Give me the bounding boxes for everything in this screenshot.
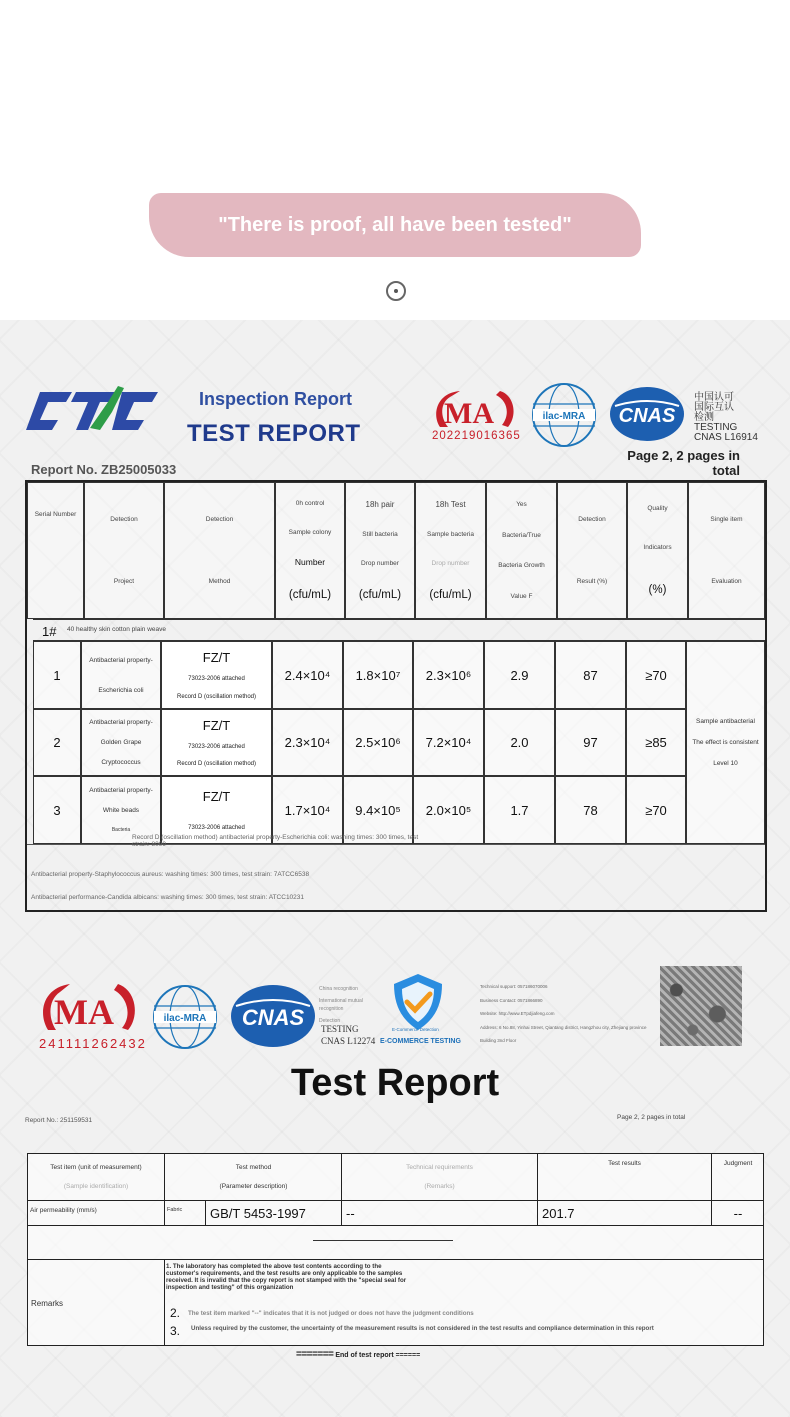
svg-text:MA: MA <box>444 397 494 430</box>
end-of-report: ======= End of test report ====== <box>296 1349 421 1360</box>
header-quality-indicators: Quality Indicators (%) <box>627 482 688 619</box>
row-1-0h-colony: 2.4×10⁴ <box>272 641 343 709</box>
svg-text:MA: MA <box>54 992 114 1032</box>
page-info-2: Page 2, 2 pages in total <box>617 1114 686 1121</box>
ilac-text-2: ilac-MRA <box>163 1013 207 1024</box>
inspection-report-title: Inspection Report <box>199 389 353 409</box>
cnas-text: CNAS <box>618 405 676 427</box>
cma-number: 202219016365 <box>432 430 521 442</box>
note-2: Antibacterial property-Staphylococcus aureus: washing times: 300 times, test strain: 7ATCC6538 <box>31 871 310 878</box>
row-method: GB/T 5453-1997 <box>205 1200 342 1225</box>
row-2-growth-value: 2.0 <box>484 709 555 776</box>
row-3-0h-colony: 1.7×10⁴ <box>272 776 343 844</box>
header-test-results: Test results <box>537 1153 711 1200</box>
header-detection-method: Detection Method <box>164 482 275 619</box>
row-1-result: 87 <box>555 641 626 709</box>
row-3-project: Antibacterial property- White beads Bacteria <box>81 776 161 844</box>
evaluation-cell: Sample antibacterial The effect is consistent Level 10 <box>686 641 765 844</box>
ctc-logo <box>26 382 176 440</box>
contact-info: Technical support: 057186070006 Business Contact: 0571866890 Website: http://www.ETpdjiafeng.com Address: 6 No.88, Yinhai Street, Qiantang district, Hangzhou city, Zhejiang province Building 3nd Floor <box>480 984 647 1043</box>
row-1-18h-control: 1.8×10⁷ <box>343 641 413 709</box>
cnas-logo-2 <box>230 984 316 1048</box>
cma-seal-logo-2 <box>36 980 140 1040</box>
row-sample: Fabric <box>164 1200 205 1225</box>
row-2-method: FZ/T 73023-2006 attached Record D (oscillation method) <box>161 709 272 776</box>
ecommerce-shield-icon <box>388 972 448 1034</box>
row-1-indicator: ≥70 <box>626 641 686 709</box>
test-report-heading: Test Report <box>290 1062 500 1104</box>
ecommerce-detection-text: E-Commerce Detection <box>392 1027 439 1032</box>
header-detection-result: Detection Result (%) <box>557 482 627 619</box>
page-info: Page 2, 2 pages in total <box>627 448 740 478</box>
row-result: 201.7 <box>537 1200 711 1225</box>
row-3-method: FZ/T 73023-2006 attached <box>161 776 272 844</box>
header-test-method: Test method (Parameter description) <box>164 1153 342 1200</box>
row-1-18h-test: 2.3×10⁶ <box>413 641 484 709</box>
row-1-growth-value: 2.9 <box>484 641 555 709</box>
ecommerce-testing-label: E-COMMERCE TESTING <box>380 1038 461 1045</box>
row-3-number: 3 <box>33 776 81 844</box>
slogan-text: "There is proof, all have been tested" <box>218 213 572 236</box>
notes-divider <box>27 844 765 845</box>
test-report-title: TEST REPORT <box>187 420 361 447</box>
cnas-text-2: CNAS <box>241 1005 305 1030</box>
header-18h-pair: 18h pair Still bacteria Drop number (cfu/mL) <box>345 482 415 619</box>
sample-row <box>33 619 765 641</box>
row-3-growth-value: 1.7 <box>484 776 555 844</box>
header-single-evaluation: Single item Evaluation <box>688 482 765 619</box>
row-1-method: FZ/T 73023-2006 attached Record D (oscillation method) <box>161 641 272 709</box>
row-judgment: -- <box>711 1200 764 1225</box>
note-3: Antibacterial performance-Candida albicans: washing times: 300 times, test strain: ATCC10231 <box>31 894 305 901</box>
row-1-number: 1 <box>33 641 81 709</box>
header-serial-number: Serial Number <box>27 482 84 619</box>
cma-number-2: 241111262432 <box>39 1036 147 1051</box>
row-requirement: -- <box>341 1200 537 1225</box>
row-2-indicator: ≥85 <box>626 709 686 776</box>
note-1: Record D (oscillation method) antibacterial property-Escherichia coli: washing times: 300 times, test <box>132 834 419 841</box>
row-3-18h-test: 2.0×10⁵ <box>413 776 484 844</box>
header-technical-requirements: Technical requirements (Remarks) <box>341 1153 537 1200</box>
sample-number: 1# <box>42 624 57 639</box>
row-2-result: 97 <box>555 709 626 776</box>
row-3-result: 78 <box>555 776 626 844</box>
row-2-18h-test: 7.2×10⁴ <box>413 709 484 776</box>
testing-cnas-text: TESTING CNAS L12274 <box>321 1024 376 1046</box>
row-2-18h-control: 2.5×10⁶ <box>343 709 413 776</box>
row-1-project: Antibacterial property- Escherichia coli <box>81 641 161 709</box>
recognition-small-text: China recognition International mutual recognition Detection <box>319 986 363 1024</box>
row-3-18h-control: 9.4×10⁵ <box>343 776 413 844</box>
row-2-0h-colony: 2.3×10⁴ <box>272 709 343 776</box>
header-judgment: Judgment <box>711 1153 764 1200</box>
row-2-number: 2 <box>33 709 81 776</box>
cnas-logo <box>609 386 685 442</box>
row-3-indicator: ≥70 <box>626 776 686 844</box>
report-number-2: Report No.: 251159531 <box>25 1117 93 1124</box>
air-permeability-table <box>27 1153 764 1346</box>
report-number: Report No. ZB25005033 <box>31 462 177 477</box>
row-test-item: Air permeability (mm/s) <box>27 1200 164 1225</box>
header-0h-control: 0h control Sample colony Number (cfu/mL) <box>275 482 345 619</box>
slogan-banner <box>149 193 641 257</box>
qr-code <box>660 966 742 1046</box>
header-18h-test: 18h Test Sample bacteria Drop number (cfu/mL) <box>415 482 486 619</box>
remarks-label: Remarks <box>27 1259 164 1346</box>
header-growth-value: Yes Bacteria/True Bacteria Growth Value F <box>486 482 557 619</box>
ilac-mra-logo <box>531 382 597 448</box>
row-2-project: Antibacterial property- Golden Grape Cryptococcus <box>81 709 161 776</box>
blank-row <box>27 1225 764 1259</box>
cnas-certification-text: 中国认可 国际互认 检测 TESTING CNAS L16914 <box>694 392 758 443</box>
remarks-cell: 1. The laboratory has completed the above test contents according to the customer's requirements, and the test results are only applicable to the samples received. It is invalid that the copy report is not stamped with the "special seal for inspection and testing" of this organization 2. The test item marked "--" indicates that it is not judged or does not have the judgment conditions 3. Unless required by the customer, the uncertainty of the measurement results is not considered in the test results and compliance determination in this report <box>164 1259 764 1346</box>
circle-dot-icon <box>386 281 406 301</box>
sample-description: 40 healthy skin cotton plain weave <box>67 626 167 633</box>
ilac-mra-logo-2 <box>152 984 218 1050</box>
header-detection-project: Detection Project <box>84 482 164 619</box>
ilac-text: ilac-MRA <box>542 411 586 422</box>
header-test-item: Test item (unit of measurement) (Sample identification) <box>27 1153 164 1200</box>
